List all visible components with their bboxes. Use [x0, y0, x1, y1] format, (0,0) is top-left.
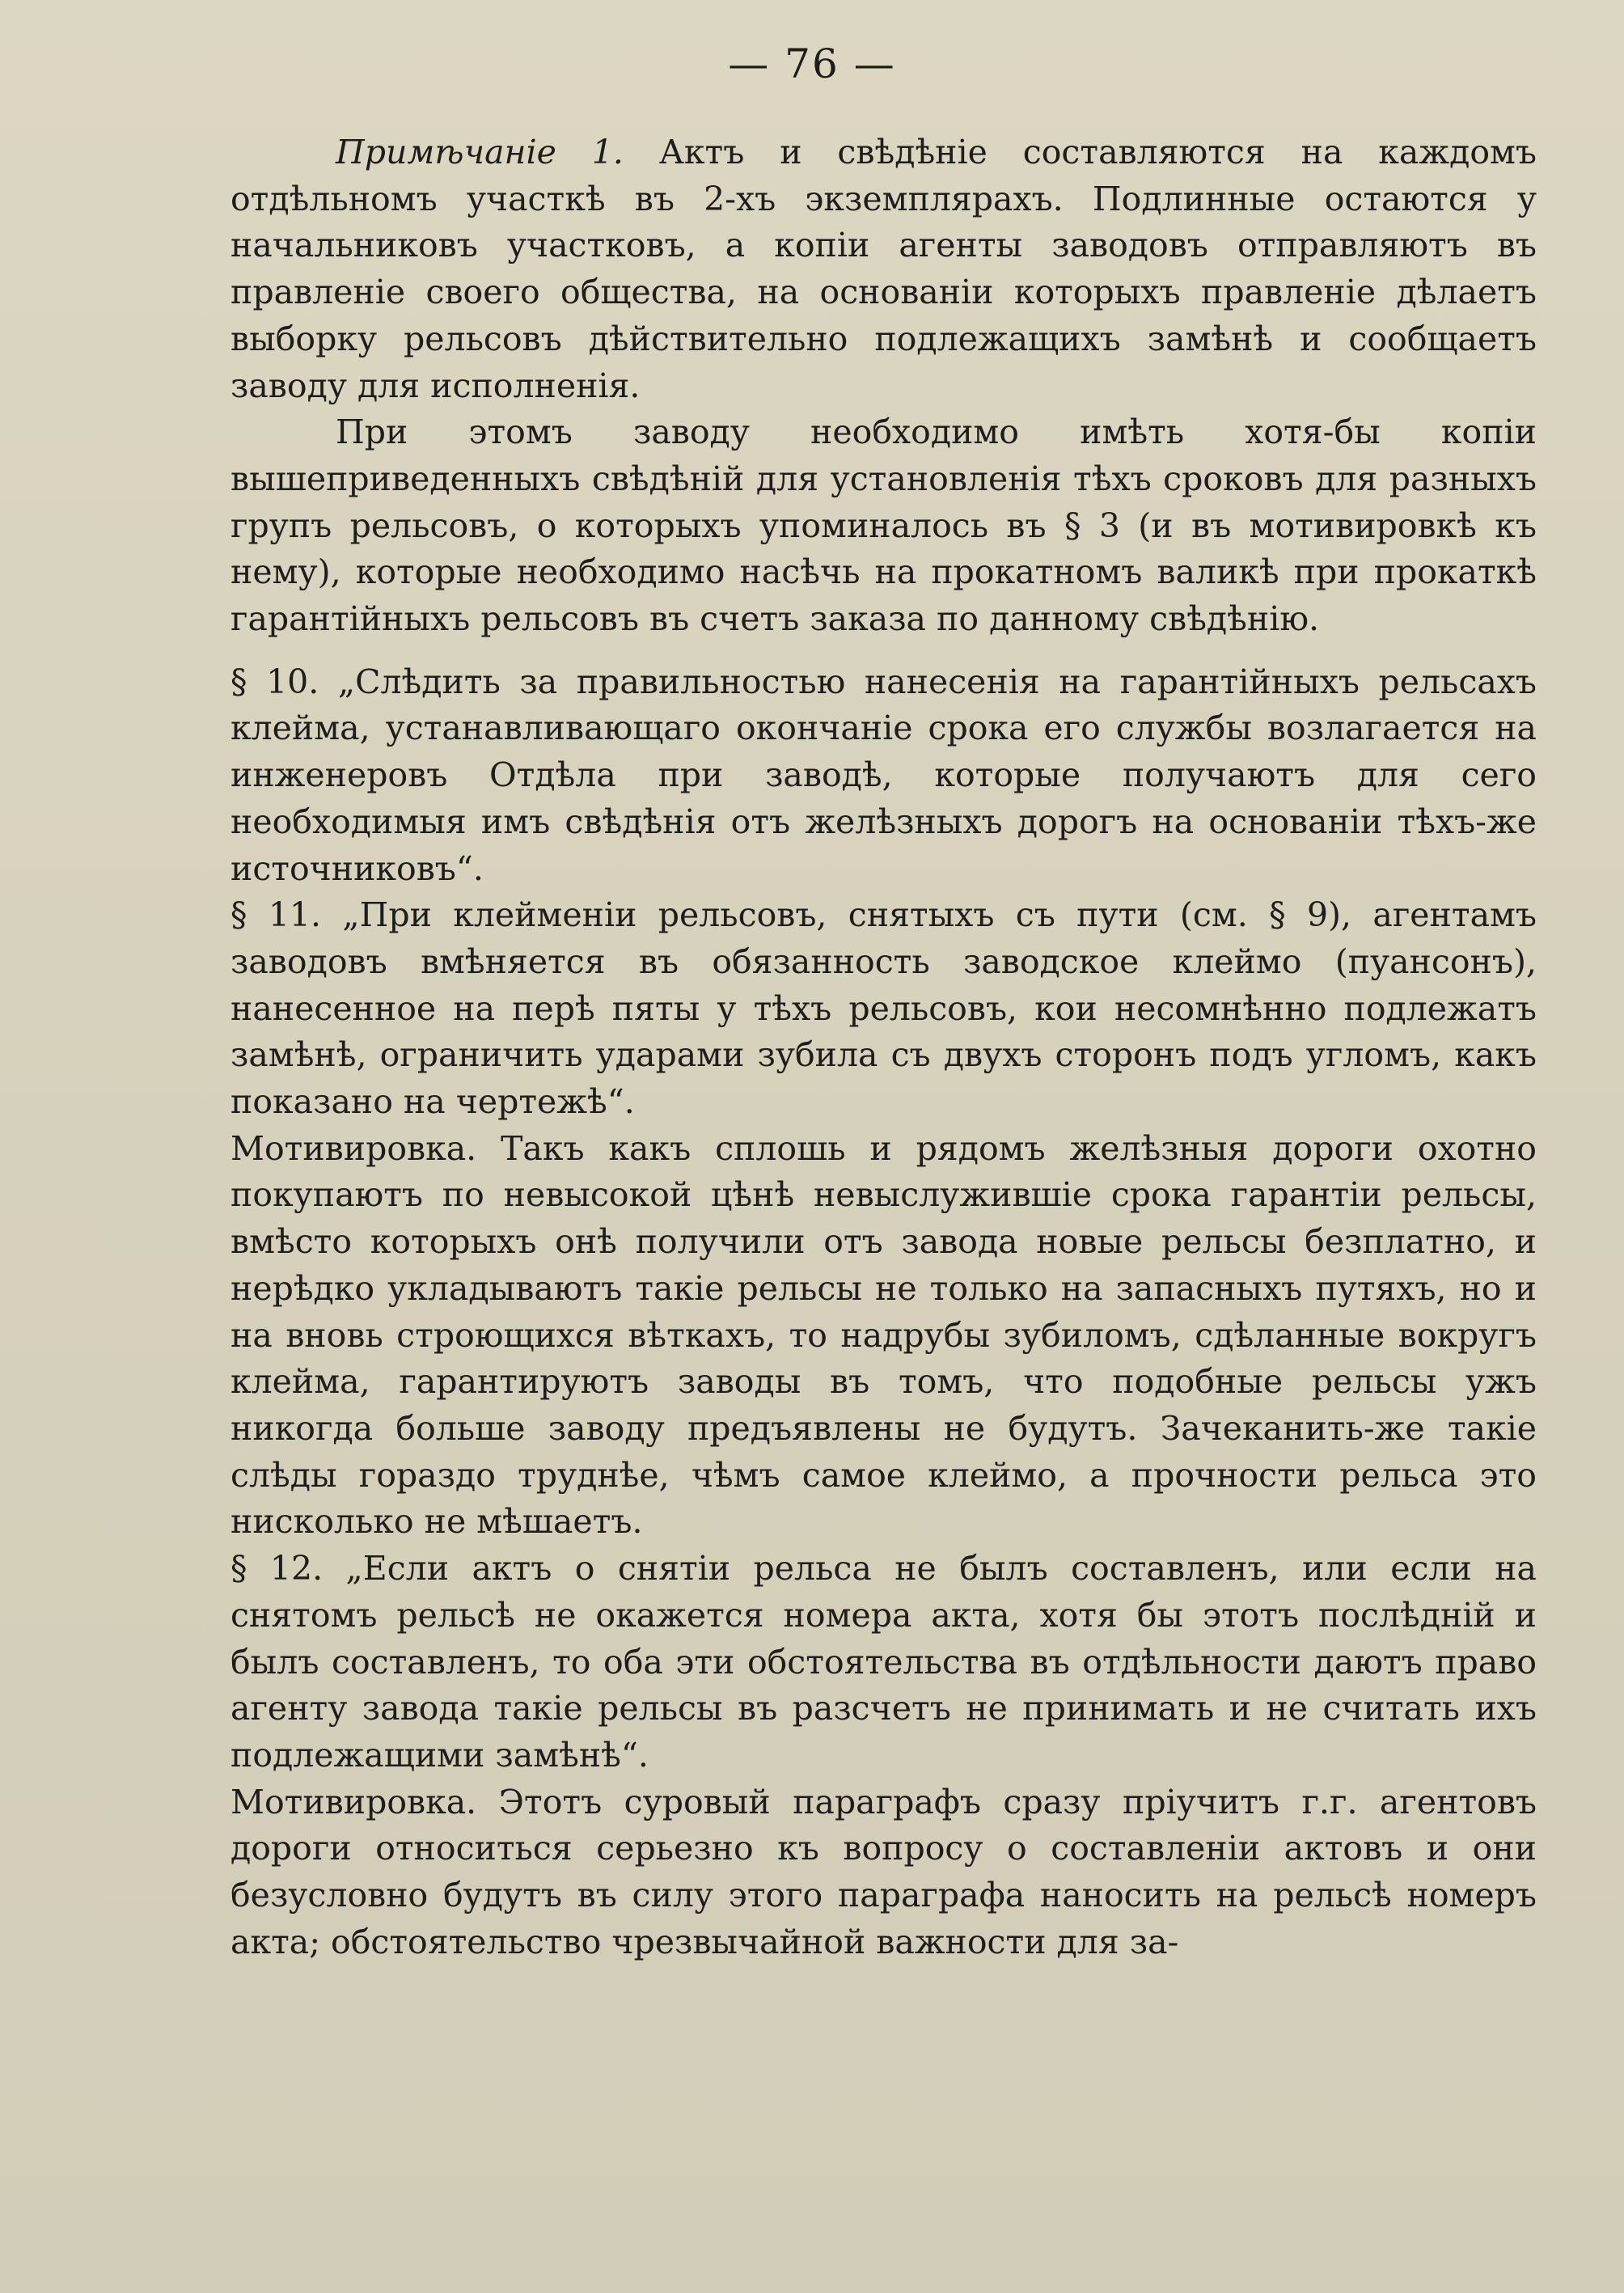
note-label: Примѣчаніе 1.: [336, 133, 624, 171]
note-paragraph: [230, 129, 1537, 409]
paragraph-motivation-11: Мотивировка. Такъ какъ сплошь и рядомъ желѣзныя дороги охотно покупаютъ по невысокой цѣнѣ невыслужившіе срока гарантіи рельсы, вмѣсто которыхъ онѣ получили отъ завода новые рельсы безплатно, и нерѣдко укладываютъ такіе рельсы не только на запасныхъ путяхъ, но и на вновь строющихся вѣткахъ, то надрубы зубиломъ, сдѣланные вокругъ клейма, гарантируютъ заводы въ томъ, что подобные рельсы ужъ никогда больше заводу предъявлены не будутъ. Зачеканить-же такіе слѣды гораздо труднѣе, чѣмъ самое клеймо, а прочности рельса это нисколько не мѣшаетъ.: [230, 1128, 1537, 1542]
paragraph-section-10: § 10. „Слѣдить за правильностью нанесенія на гарантійныхъ рельсахъ клейма, устанавливающаго окончаніе срока его службы возлагается на инженеровъ Отдѣла при заводѣ, которые получаютъ для сего необходимыя имъ свѣдѣнія отъ желѣзныхъ дорогъ на основаніи тѣхъ-же источниковъ“.: [230, 662, 1537, 888]
paragraph-motivation-12: Мотивировка. Этотъ суровый параграфъ сразу пріучитъ г.г. агентовъ дороги относиться серьезно къ вопросу о составленіи актовъ и они безусловно будутъ въ силу этого параграфа наносить на рельсѣ номеръ акта; обстоятельство чрезвычайной важности для за-: [230, 1782, 1537, 1961]
paragraph-section-12: § 12. „Если актъ о снятіи рельса не былъ составленъ, или если на снятомъ рельсѣ не окажется номера акта, хотя бы этотъ послѣдній и былъ составленъ, то оба эти обстоятельства въ отдѣльности даютъ право агенту завода такіе рельсы въ разсчетъ не принимать и не считать ихъ подлежащими замѣнѣ“.: [230, 1549, 1537, 1775]
note-text: Актъ и свѣдѣніе составляются на каждомъ отдѣльномъ участкѣ въ 2-хъ экземплярахъ. Подлинные остаются у начальниковъ участковъ, а копіи агенты заводовъ отправляютъ въ правленіе своего общества, на основаніи которыхъ правленіе дѣлаетъ выборку рельсовъ дѣйствительно подлежащихъ замѣнѣ и сообщаетъ заводу для исполненія.: [230, 133, 1537, 405]
body-text: [230, 129, 1537, 1965]
paragraph-copies: При этомъ заводу необходимо имѣть хотя-бы копіи вышеприведенныхъ свѣдѣній для установленія тѣхъ сроковъ для разныхъ групъ рельсовъ, о которыхъ упоминалось въ § 3 (и въ мотивировкѣ къ нему), которые необходимо насѣчь на прокатномъ валикѣ при прокаткѣ гарантійныхъ рельсовъ въ счетъ заказа по данному свѣдѣнію.: [230, 412, 1537, 639]
paragraph-section-11: § 11. „При клейменіи рельсовъ, снятыхъ съ пути (см. § 9), агентамъ заводовъ вмѣняется въ обязанность заводское клеймо (пуансонъ), нанесенное на перѣ пяты у тѣхъ рельсовъ, кои несомнѣнно подлежатъ замѣнѣ, ограничить ударами зубила съ двухъ сторонъ подъ угломъ, какъ показано на чертежѣ“.: [230, 895, 1537, 1122]
page-number: — 76 —: [728, 40, 896, 87]
